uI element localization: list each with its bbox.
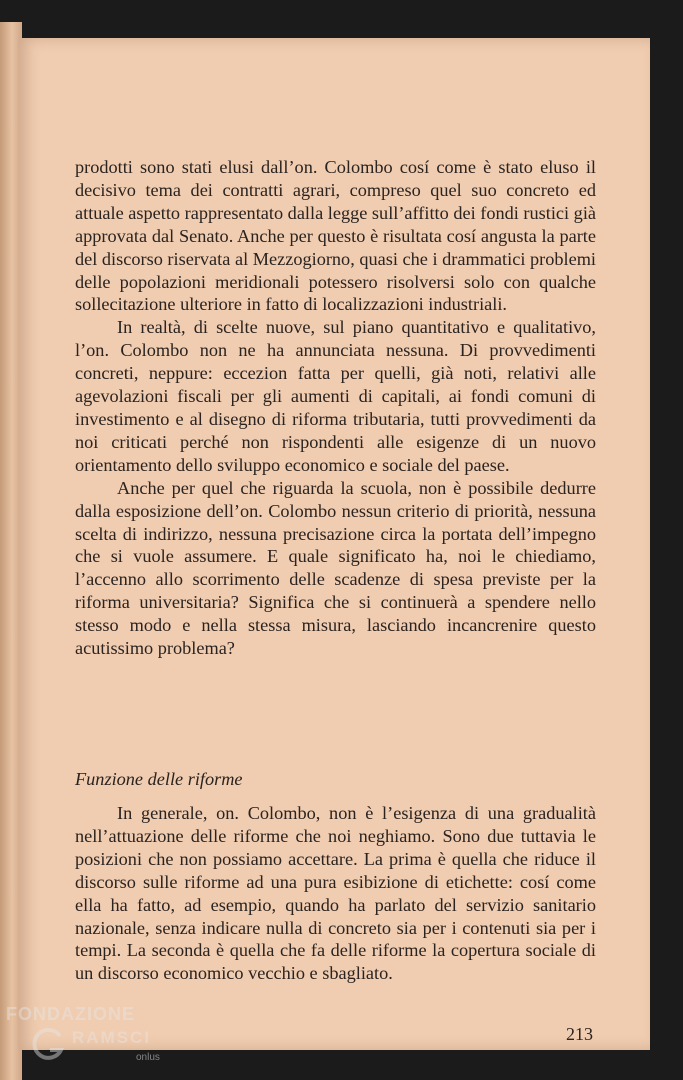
book-page: [18, 38, 650, 1050]
paragraph: In generale, on. Colombo, non è l’esigenza di una gradualità nell’attuazione delle riforme che noi neghiamo. Sono due tuttavia le posizioni che non possiamo accettare. La prima è quella che riduce il discorso sulle riforme ad una pura esibizione di etichette: cosí come ella ha fatto, ad esempio, quando ha parlato del servizio sanitario nazionale, senza indicare nulla di concreto sia per i contenuti sia per i tempi. La seconda è quella che fa delle riforme la copertura sociale di un discorso economico vecchio e sbagliato.: [75, 803, 596, 984]
watermark-line-2: RAMSCI: [72, 1028, 152, 1047]
page-number: 213: [566, 1024, 593, 1044]
paragraph: In realtà, di scelte nuove, sul piano quantitativo e qualitativo, l’on. Colombo non ne ha annunciata nessuna. Di provvedimenti concreti, neppure: eccezion fatta per quelli, già noti, relativi alle agevolazioni fiscali per gli aumenti di capitali, ai fondi comuni di investimento e al disegno di riforma tributaria, tutti provvedimenti da noi criticati perché non rispondenti alle esigenze di un nuovo orientamento dello sviluppo economico e sociale del paese.: [75, 317, 596, 475]
body-text-section-1: [75, 156, 596, 660]
paragraph: prodotti sono stati elusi dall’on. Colombo cosí come è stato eluso il decisivo tema dei contratti agrari, compreso quel suo concreto ed attuale aspetto rappresentato dalla legge sull’affitto dei fondi rustici già approvata dal Senato. Anche per questo è risultata cosí angusta la parte del discorso riservata al Mezzogiorno, quasi che i drammatici problemi delle popolazioni meridionali potessero risolversi solo con qualche sollecitazione ulteriore in fatto di localizzazioni industriali.: [75, 157, 597, 315]
section-heading: Funzione delle riforme: [75, 769, 243, 789]
fondazione-gramsci-watermark: [6, 1004, 176, 1074]
body-text-section-2: [75, 802, 596, 985]
watermark-line-1: FONDAZIONE: [6, 1004, 135, 1024]
watermark-line-3: onlus: [136, 1052, 160, 1063]
paragraph: Anche per quel che riguarda la scuola, non è possibile dedurre dalla esposizione dell’on. Colombo nessun criterio di priorità, nessuna scelta di indirizzo, nessuna precisazione circa la portata dell’impegno che si vuole assumere. E quale significato ha, noi le chiediamo, l’accenno allo scorrimento delle scadenze di spesa previste per la riforma universitaria? Significa che si continuerà a spendere nello stesso modo e nella stessa misura, lasciando incancrenire questo acutissimo problema?: [75, 477, 596, 659]
g-logo-icon: [28, 1024, 68, 1064]
